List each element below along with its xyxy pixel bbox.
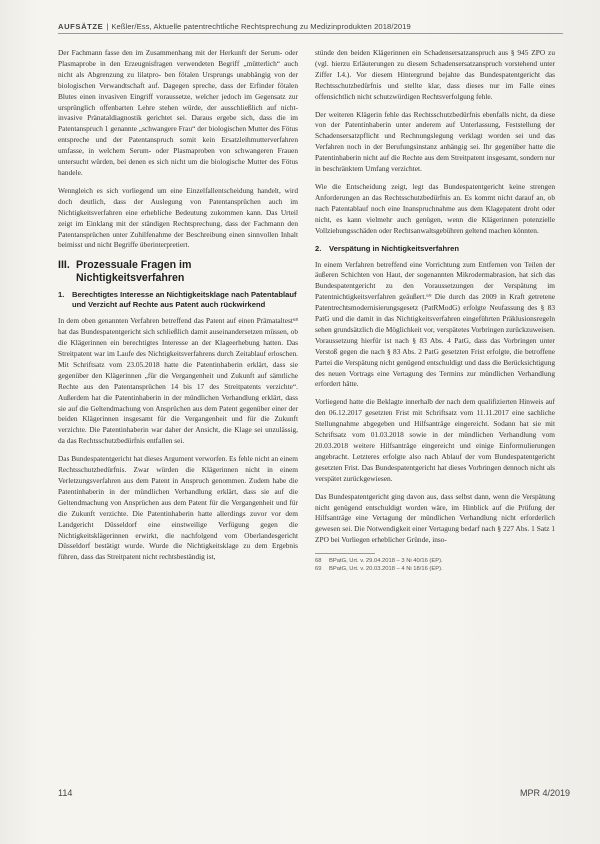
header-running-title: Keßler/Ess, Aktuelle patentrechtliche Rechtsprechung zu Medizinprodukten 2018/2019 (111, 22, 411, 31)
footnote-rule (315, 553, 375, 554)
left-column (58, 48, 298, 570)
paragraph: In einem Verfahren betreffend eine Vorrichtung zum Entfernen von Teilen der äußeren Schichten von Haut, der sogenannten Mikrodermabrasion, hat sich das Bundespatentgericht zu den Voraussetzungen der Verspätung im Patentnichtigkeitsverfahren geäußert.⁶⁹ Die durch das 2009 in Kraft getretene Patentrechtsmodernisierungsgesetz (PatRModG) erfolgte Neufassung des § 83 PatG und die damit in das Nichtigkeitsverfahren eingeführten Präklusionsregeln sehen grundsätzlich die Möglichkeit vor, verspätetes Vorbringen zurückzuweisen. Voraussetzung hierfür ist nach § 83 Abs. 4 PatG, dass das Vorbringen unter Verstoß gegen die nach § 83 Abs. 2 PatG gesetzten Frist erfolgte, die betroffene Partei die Verspätung nicht genügend entschuldigt und dass die Berücksichtigung des neuen Vortrags eine Vertagung des Termins zur mündlichen Verhandlung erfordert hätte. (315, 259, 555, 389)
right-column (315, 48, 555, 573)
subsection-heading (315, 244, 555, 254)
subsection-title: Verspätung in Nichtigkeitsverfahren (329, 243, 459, 253)
header-section: AUFSÄTZE (58, 22, 104, 31)
footnote-text: BPatG, Urt. v. 29.04.2018 – 3 Ni 40/16 (EP). (329, 558, 443, 565)
footnote-text: BPatG, Urt. v. 20.03.2018 – 4 Ni 18/16 (EP). (329, 566, 443, 573)
header-rule (58, 33, 563, 34)
paragraph: Das Bundespatentgericht ging davon aus, dass selbst dann, wenn die Verspätung nicht genügend entschuldigt worden wäre, im Hinblick auf die Prüfung der Hilfsanträge eine Vertagung der mündlichen Verhandlung nicht erforderlich gewesen sei. Die Notwendigkeit einer Vertagung bedarf nach § 227 Abs. 1 Satz 1 ZPO bei Vorliegen erheblicher Gründe, inso- (315, 491, 555, 545)
section-number: III. (58, 259, 70, 272)
footnote (315, 557, 555, 565)
section-title: Prozessuale Fragen im Nichtigkeitsverfahren (76, 259, 192, 284)
header-separator: | (106, 22, 109, 31)
running-header (58, 22, 563, 31)
section-heading (58, 259, 298, 284)
paragraph: In dem oben genannten Verfahren betreffend das Patent auf einen Prämataltest⁶⁸ hat das Bundespatentgericht sich schließlich damit auseinandersetzen müssen, ob die Klägerinnen ein berechtigtes Interesse an der Klageerhebung hatten. Das Streitpatent war im Laufe des Nichtigkeitsverfahrens durch Zeitablauf erloschen. Mit Schriftsatz vom 23.05.2018 hatte die Patentinhaberin erklärt, dass sie gegenüber den Klägerinnen „für die Vergangenheit und Zukunft auf sämtliche Rechte aus den Patentansprüchen 14 bis 17 des Streitpatents verzichte“. Außerdem hat die Patentinhaberin in der mündlichen Verhandlung erklärt, dass sie auf die Geltendmachung von Ansprüchen aus dem Patent gegenüber einer der beiden Klägerinnen insgesamt für die Vergangenheit und für die Zukunft verzichte. Die Patentinhaberin war daher der Ansicht, die Klage sei unzulässig, da das Rechtsschutzbedürfnis entfallen sei. (58, 316, 298, 446)
page-number: 114 (58, 788, 73, 798)
paragraph: Das Bundespatentgericht hat dieses Argument verworfen. Es fehle nicht an einem Rechtsschutzbedürfnis. Zwar würden die Klägerinnen nicht in einem Verletzungsverfahren aus dem Patent in Anspruch genommen. Zudem habe die Patentinhaberin in der mündlichen Verhandlung erklärt, dass sie auf die Geltendmachung von Ansprüchen aus dem Patent für die Vergangenheit und für die Zukunft verzichte. Die Patentinhaberin hatte allerdings zuvor vor dem Landgericht Düsseldorf eine einstweilige Verfügung gegen die Nichtigkeitsklägerinnen erwirkt, die nachfolgend vom Oberlandesgericht Düsseldorf bestätigt wurde. Wurde die Nichtigkeitsklage zu dem Ergebnis führen, dass das Streitpatent nicht rechtsbeständig ist, (58, 454, 298, 562)
subsection-title: Berechtigtes Interesse an Nichtigkeitsklage nach Patentablauf und Verzicht auf Rechte aus Patent auch rückwirkend (72, 290, 297, 310)
subsection-heading (58, 290, 298, 310)
footnote (315, 565, 555, 573)
subsection-number: 1. (58, 290, 65, 300)
footnote-number: 69 (315, 566, 322, 573)
journal-issue: MPR 4/2019 (520, 788, 571, 798)
paragraph: Vorliegend hatte die Beklagte innerhalb der nach dem qualifizierten Hinweis auf den 06.12.2017 gesetzten Frist mit Schriftsatz vom 11.11.2017 eine sachliche Stellungnahme abgegeben und Hilfsanträge eingereicht. Sodann hat sie mit Schriftsatz vom 01.03.2018 sowie in der mündlichen Verhandlung vom 20.03.2018 weitere Hilfsanträge eingereicht und einige Einformulierungen angebracht. Letzteres erfolgte also nach Ablauf der vom Bundespatentgericht gesetzten Frist. Das Bundespatentgericht hat dieses Vorbringen dennoch nicht als verspätet zurückgewiesen. (315, 397, 555, 483)
paragraph: Wenngleich es sich vorliegend um eine Einzelfallentscheidung handelt, wird doch deutlich, dass der Auslegung von Patentansprüchen auch im Nichtigkeitsverfahren eine erhebliche Bedeutung zukommen kann. Das Urteil zeigt im Einklang mit der ständigen Rechtsprechung, dass der Fachmann den Patentansprüchen unter Zuhilfenahme der Beschreibung einen sinnvollen Inhalt beimisst und nicht Begriffe überinterpretiert. (58, 185, 298, 250)
paragraph: Der Fachmann fasse den im Zusammenhang mit der Herkunft der Serum- oder Plasmaprobe in den Erzeugnisfragen verwendeten Begriff „mütterlich“ auch nicht als Abgrenzung zu lilatpro- ben fötalen Ursprungs unabhängig von der biologischen Verwandtschaft auf. Dagegen spreche, dass der Erfinder fötalen Blutes einen invasiven Eingriff voraussetze, welcher jedoch im Gegensatz zur ursprünglich offenbarten Lehre stehen würde, der ausschließlich auf nicht-invasive Pränataldiagnostik gerichtet sei. Daraus ergebe sich, dass die im Patentanspruch 1 genannte „schwangere Frau“ der biologischen Mutter des Fötus entspreche und der Patentanspruch somit kein Ersatzleihmutterverfahren umfasse, in welchem Serum- oder Plasmaproben von schwangeren Frauen untersucht würden, bei denen es sich nicht um die biologische Mutter des Fötus handele. (58, 48, 298, 177)
paragraph: stünde den beiden Klägerinnen ein Schadensersatzanspruch aus § 945 ZPO zu (vgl. hierzu Erläuterungen zu diesem Schadensersatzanspruch vorstehend unter Ziffer I.4.). Vor diesem Hintergrund bejahte das Bundespatentgericht das Rechtsschutzbedürfnis und stellte klar, dass dieses nur im Falle eines offensichtlich nicht schutzwürdigen Rechtsverfolgung fehle. (315, 48, 555, 101)
paragraph: Der weiteren Klägerin fehle das Rechtsschutzbedürfnis ebenfalls nicht, da diese von der Patentinhaberin unter anderem auf Unterlassung, Feststellung der Schadensersatzpflicht und Rechnungslegung verklagt worden sei und das Verfahren noch in der Berufungsinstanz anhängig sei. Ihr gegenüber hatte die Patentinhaberin nicht auf die Rechte aus dem Streitpatent insgesamt, sondern nur in beschränktem Umfang verzichtet. (315, 109, 555, 174)
footnote-number: 68 (315, 558, 322, 565)
subsection-number: 2. (315, 243, 322, 253)
paragraph: Wie die Entscheidung zeigt, legt das Bundespatentgericht keine strengen Anforderungen an das Rechtsschutzbedürfnis an. Es kommt nicht darauf an, ob nach Patentablauf noch eine Inanspruchnahme aus dem Klagepatent droht oder nicht, es kann vielmehr auch genügen, wenn die Klägerinnen potenzielle Vollziehungsschäden oder Rechtsanwaltsgebühren geltend machen könnten. (315, 181, 555, 235)
